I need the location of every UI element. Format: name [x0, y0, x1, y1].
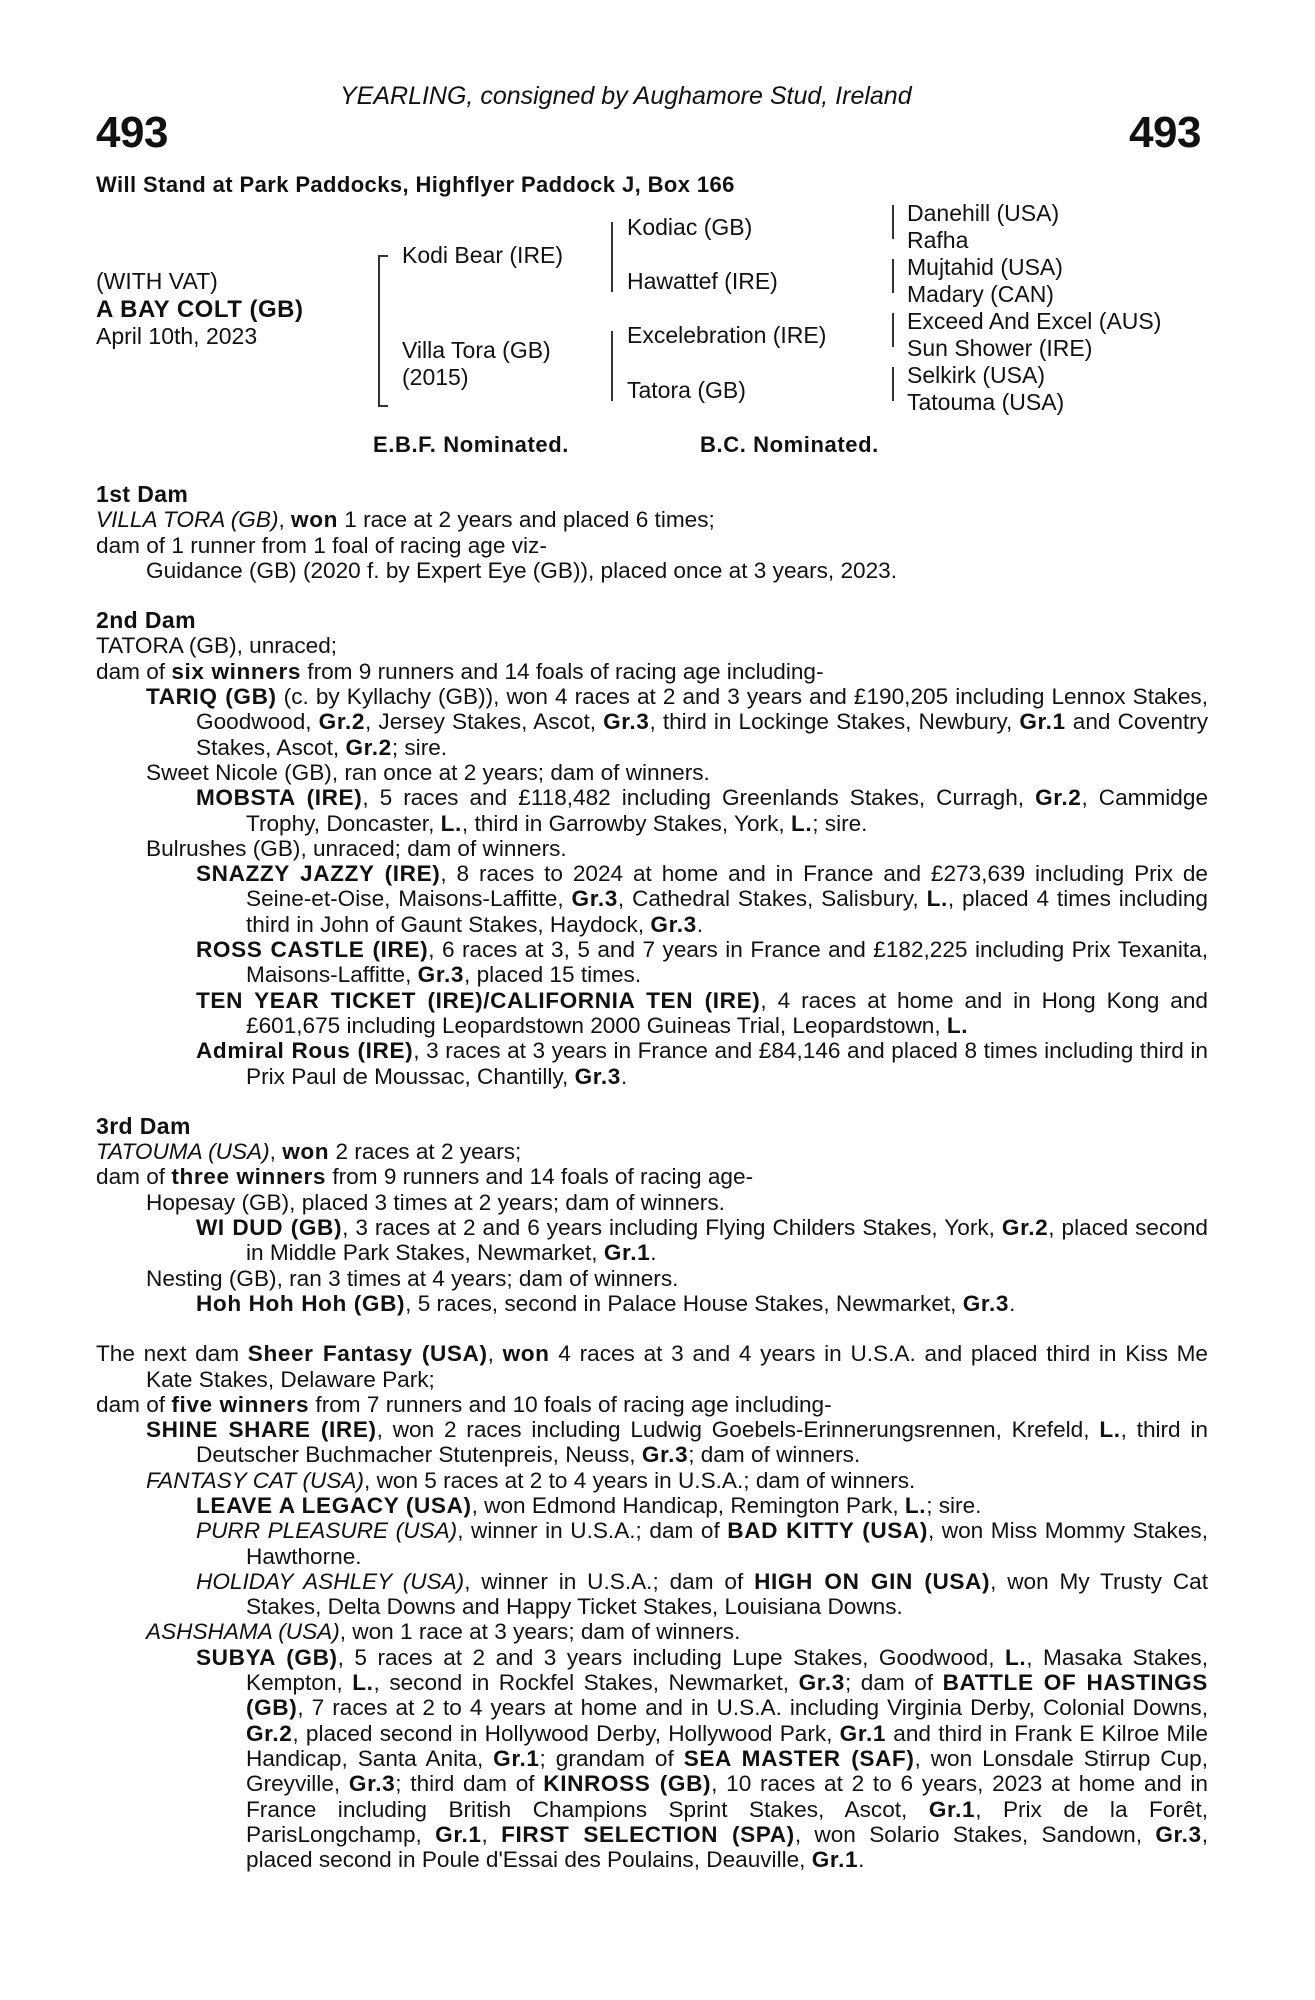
foaling-date: April 10th, 2023 [96, 323, 258, 349]
wi-dud-entry: WI DUD (GB), 3 races at 2 and 6 years including Flying Childers Stakes, York, Gr.2, placed second in Middle Park Stakes, Newmarket, Gr.1. [196, 1215, 1208, 1266]
second-dam-line: TATORA (GB), unraced; [96, 633, 338, 659]
ten-year-ticket-entry: TEN YEAR TICKET (IRE)/CALIFORNIA TEN (IRE), 4 races at home and in Hong Kong and £601,675 including Leopardstown 2000 Guineas Trial, Leopardstown, L. [196, 987, 1208, 1038]
dam-bracket [611, 331, 613, 401]
ggp-bracket-2 [892, 259, 894, 293]
next-dam-line: The next dam Sheer Fantasy (USA), won 4 races at 3 and 4 years in U.S.A. and placed third in Kiss Me Kate Stakes, Delaware Park; [96, 1341, 1209, 1392]
sweet-nicole-entry: Sweet Nicole (GB), ran once at 2 years; dam of winners. [146, 759, 710, 785]
ggp-1: Danehill (USA) [907, 200, 1060, 226]
ebf-nomination: E.B.F. Nominated. [373, 432, 569, 457]
second-dam-heading: 2nd Dam [96, 607, 196, 634]
admiral-rous-entry: Admiral Rous (IRE), 3 races at 3 years in France and £84,146 and placed 8 times including third in Prix Paul de Moussac, Chantilly, Gr.3. [196, 1038, 1208, 1089]
dam: Villa Tora (GB) [402, 337, 551, 363]
sire: Kodi Bear (IRE) [402, 242, 564, 268]
dam-dam: Tatora (GB) [627, 377, 746, 403]
subya-entry: SUBYA (GB), 5 races at 2 and 3 years including Lupe Stakes, Goodwood, L., Masaka Stakes, Kempton, L., second in Rockfel Stakes, Newmarket, Gr.3; dam of BATTLE OF HASTINGS (GB), 7 races at 2 to 4 years at home and in U.S.A. including Virginia Derby, Colonial Downs, Gr.2, placed second in Hollywood Derby, Hollywood Park, Gr.1 and third in Frank E Kilroe Mile Handicap, Santa Anita, Gr.1; grandam of SEA MASTER (SAF), won Lonsdale Stirrup Cup, Greyville, Gr.3; third dam of KINROSS (GB), 10 races at 2 to 6 years, 2023 at home and in France including British Champions Sprint Stakes, Ascot, Gr.1, Prix de la Forêt, ParisLongchamp, Gr.1, FIRST SELECTION (SPA), won Solario Stakes, Sandown, Gr.3, placed second in Poule d'Essai des Poulains, Deauville, Gr.1. [196, 1644, 1209, 1873]
consignment-line: YEARLING, consigned by Aughamore Stud, Ireland [340, 82, 912, 110]
ggp-4: Madary (CAN) [907, 281, 1054, 307]
lot-number-left: 493 [96, 108, 168, 157]
catalogue-body [96, 482, 1208, 1872]
nesting-entry: Nesting (GB), ran 3 times at 4 years; dam of winners. [146, 1265, 679, 1291]
dam-year: (2015) [402, 364, 469, 390]
first-dam-line: VILLA TORA (GB), won 1 race at 2 years and placed 6 times; [96, 507, 715, 533]
first-dam-produce: dam of 1 runner from 1 foal of racing age viz- [96, 532, 547, 558]
leave-a-legacy-entry: LEAVE A LEGACY (USA), won Edmond Handicap, Remington Park, L.; sire. [196, 1492, 982, 1518]
second-dam-produce: dam of six winners from 9 runners and 14 foals of racing age including- [96, 658, 824, 684]
horse-name: A BAY COLT (GB) [96, 296, 304, 323]
stand-location: Will Stand at Park Paddocks, Highflyer Paddock J, Box 166 [96, 172, 735, 197]
hoh-hoh-hoh-entry: Hoh Hoh Hoh (GB), 5 races, second in Palace House Stakes, Newmarket, Gr.3. [196, 1290, 1016, 1316]
ggp-7: Selkirk (USA) [907, 362, 1046, 388]
ggp-bracket-1 [892, 205, 894, 239]
ggp-8: Tatouma (USA) [907, 389, 1065, 415]
sire-sire: Kodiac (GB) [627, 214, 753, 240]
holiday-ashley-entry: HOLIDAY ASHLEY (USA), winner in U.S.A.; dam of HIGH ON GIN (USA), won My Trusty Cat Stakes, Delta Downs and Happy Ticket Stakes, Louisiana Downs. [196, 1568, 1208, 1620]
ggp-2: Rafha [907, 227, 969, 253]
ggp-5: Exceed And Excel (AUS) [907, 308, 1162, 334]
dam-sire: Excelebration (IRE) [627, 322, 827, 348]
ggp-bracket-4 [892, 367, 894, 401]
third-dam-produce: dam of three winners from 9 runners and 14 foals of racing age- [96, 1164, 754, 1190]
purr-pleasure-entry: PURR PLEASURE (USA), winner in U.S.A.; dam of BAD KITTY (USA), won Miss Mommy Stakes, Hawthorne. [196, 1518, 1208, 1569]
bc-nomination: B.C. Nominated. [700, 432, 879, 457]
fantasy-cat-entry: FANTASY CAT (USA), won 5 races at 2 to 4 years in U.S.A.; dam of winners. [146, 1467, 916, 1493]
first-dam-heading: 1st Dam [96, 481, 189, 507]
mobsta-entry: MOBSTA (IRE), 5 races and £118,482 including Greenlands Stakes, Curragh, Gr.2, Cammidge Trophy, Doncaster, L., third in Garrowby Stakes, York, L.; sire. [196, 785, 1209, 836]
third-dam-heading: 3rd Dam [96, 1112, 191, 1139]
sire-bracket [611, 222, 613, 292]
pedigree-bracket-main-top [378, 255, 388, 257]
guidance-entry: Guidance (GB) (2020 f. by Expert Eye (GB)), placed once at 3 years, 2023. [146, 557, 897, 583]
snazzy-jazzy-entry: SNAZZY JAZZY (IRE), 8 races to 2024 at home and in France and £273,639 including Prix de Seine-et-Oise, Maisons-Laffitte, Gr.3, Cathedral Stakes, Salisbury, L., placed 4 times including third in John of Gaunt Stakes, Haydock, Gr.3. [196, 861, 1208, 937]
ashshama-entry: ASHSHAMA (USA), won 1 race at 3 years; dam of winners. [146, 1619, 741, 1645]
pedigree-bracket-main-bottom [378, 405, 388, 407]
next-dam-produce: dam of five winners from 7 runners and 10 foals of racing age including- [96, 1391, 832, 1417]
pedigree-bracket-main [378, 255, 380, 407]
third-dam-line: TATOUMA (USA), won 2 races at 2 years; [96, 1139, 522, 1165]
sire-dam: Hawattef (IRE) [627, 268, 778, 294]
tariq-entry: TARIQ (GB) (c. by Kyllachy (GB)), won 4 races at 2 and 3 years and £190,205 including Lennox Stakes, Goodwood, Gr.2, Jersey Stakes, Ascot, Gr.3, third in Lockinge Stakes, Newbury, Gr.1 and Coventry Stakes, Ascot, Gr.2; sire. [146, 684, 1208, 760]
shine-share-entry: SHINE SHARE (IRE), won 2 races including Ludwig Goebels-Erinnerungsrennen, Krefeld, L., third in Deutscher Buchmacher Stutenpreis, Neuss, Gr.3; dam of winners. [146, 1417, 1208, 1468]
bulrushes-entry: Bulrushes (GB), unraced; dam of winners. [146, 835, 567, 861]
ggp-6: Sun Shower (IRE) [907, 335, 1093, 361]
ggp-3: Mujtahid (USA) [907, 254, 1063, 280]
ggp-bracket-3 [892, 313, 894, 347]
hopesay-entry: Hopesay (GB), placed 3 times at 2 years; dam of winners. [146, 1189, 725, 1215]
ross-castle-entry: ROSS CASTLE (IRE), 6 races at 3, 5 and 7 years in France and £182,225 including Prix Texanita, Maisons-Laffitte, Gr.3, placed 15 times. [196, 937, 1208, 988]
vat-label: (WITH VAT) [96, 268, 218, 294]
lot-number-right: 493 [1129, 108, 1201, 157]
